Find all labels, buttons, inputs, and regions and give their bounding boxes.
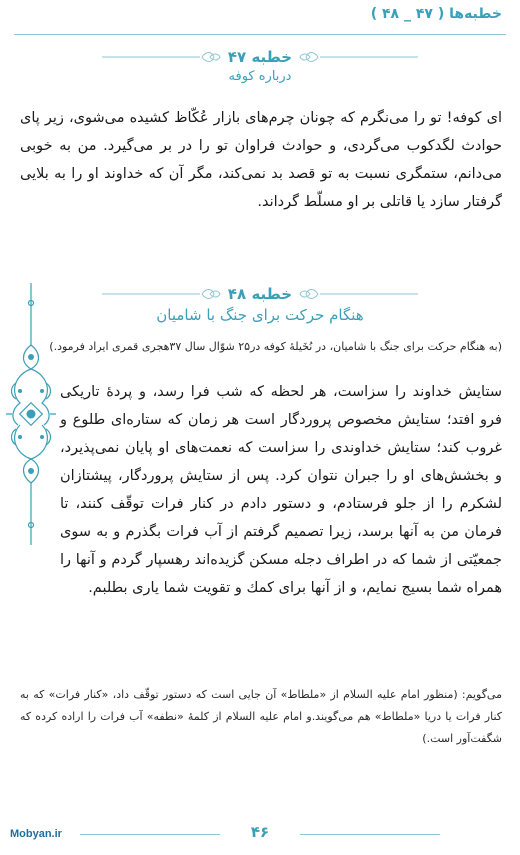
watermark: Mobyan.ir [10,828,62,840]
sermon-48-title: خطبه ۴۸ [227,285,293,303]
sermon-48-context-note: (به هنگام حرکت برای جنگ با شامیان، در نُخَیلهٔ کوفه در۲۵ شوّال سال ۳۷هجری قمری ایراد فرمود.) [49,340,502,353]
decorative-ornament-icon [6,283,56,545]
sermon-48-heading [0,282,520,324]
title-flourish-right-icon [298,50,418,64]
sermon-48-text: ستایش خداوند را سزاست، هر لحظه که شب فرا رسد، و پردهٔ تاریکی فرو افتد؛ ستایش مخصوص پروردگار است هر زمان که ستاره‌ای طلوع و غروب کند؛ ستایش خداوندی را سزاست که نعمت‌های او پایان نمی‌پذیرد، و بخشش‌های او را جبران نتوان کرد. پس از ستایش پروردگار، پیشتازان لشکرم را از جلو فرستادم، و دستور دادم در کنار فرات توقّف کنند، تا فرمان من به آنها برسد، زیرا تصمیم گرفتم از آب فرات بگذرم و به سوی جمعیّتی از شما که در اطراف دجله مسکن گزیده‌اند رهسپار گردم و آنها را همراه شما بسیج نمایم، و از آنها برای کمك و تقویت شما یاری بطلبم. [60,384,502,596]
sermon-47-text: ای کوفه! تو را می‌نگرم که چونان چرم‌های بازار عُکّاظ کشیده می‌شوی، زیر پای حوادث لگدکوب می‌گردی، و حوادث فراوان تو را در بر می‌گیرد. من به خوبی می‌دانم، ستمگری نسبت به تو قصد بد نمی‌کند، مگر آن که خداوند او را به بلایی گرفتار سازد یا قاتلی بر او مسلّط گرداند. [20,110,502,210]
header-divider [14,34,506,35]
sermon-48-subtitle: هنگام حرکت برای جنگ با شامیان [156,306,364,324]
sermon-47-subtitle: درباره کوفه [228,69,292,84]
footer-divider-right [300,834,440,835]
page-number: ۴۶ [250,823,270,841]
footer-divider-left [80,834,220,835]
sermon-48-footnote: می‌گویم: (منظور امام علیه السلام از «ملطاط» آن جایی است که دستور توقّف داد، «کنار فرات» که به کنار فرات یا دریا «ملطاط» هم می‌گویند.و امام علیه السلام از کلمهٔ «نطفه» آب فرات را اراده کرده که شگفت‌آور است.) [20,688,502,745]
page-footer [0,820,520,850]
title-flourish-right-icon [298,287,418,301]
sermon-47-heading [0,45,520,84]
title-flourish-left-icon [102,50,222,64]
sermon-47-title: خطبه ۴۷ [227,48,293,66]
title-flourish-left-icon [102,287,222,301]
running-head: خطبه‌ها ( ۴۷ _ ۴۸ ) [370,6,502,22]
